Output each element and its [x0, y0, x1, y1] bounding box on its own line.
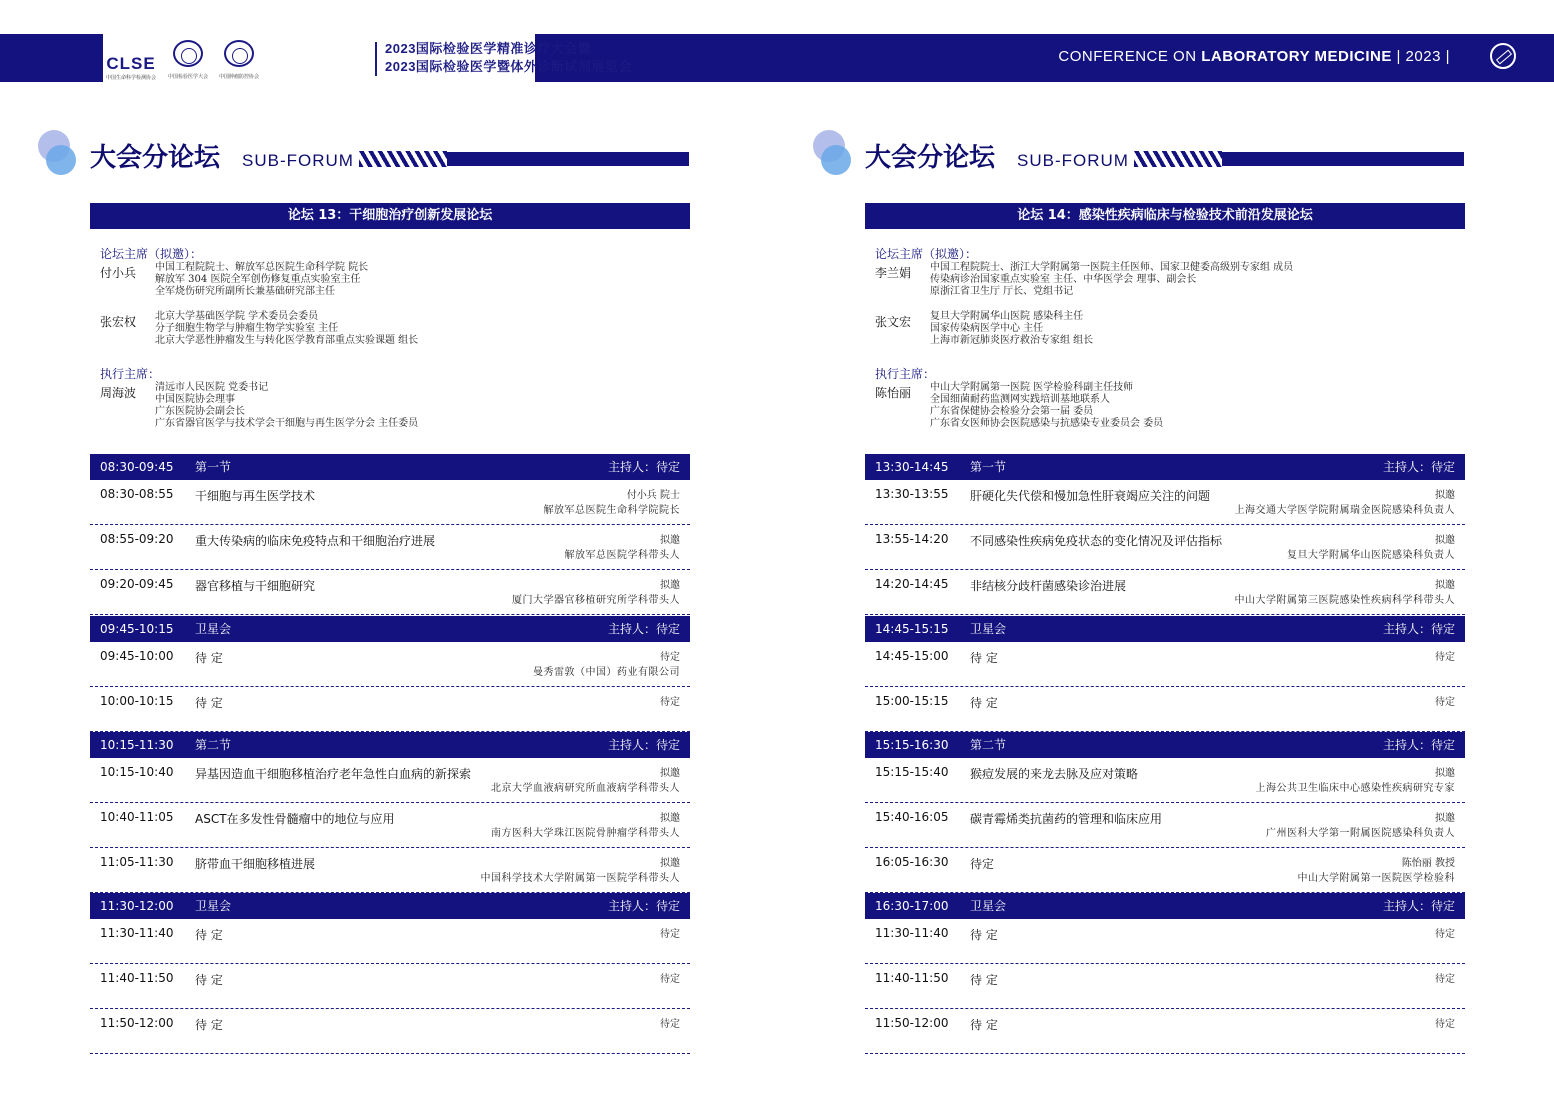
- session-header: [90, 732, 690, 758]
- section-title-en: SUB-FORUM: [242, 151, 354, 170]
- section-stripes: [1134, 151, 1222, 167]
- row-affiliation: 北京大学血液病研究所血液病学科带头人: [491, 783, 680, 794]
- exec-chair-title-line: 全国细菌耐药监测网实践培训基地联系人: [930, 394, 1110, 405]
- schedule-row: [865, 1009, 1465, 1054]
- chair-title-line: 国家传染病医学中心 主任: [930, 323, 1044, 334]
- session-host: 主持人：待定: [1382, 738, 1455, 752]
- schedule-row: [90, 964, 690, 1009]
- chair-title-line: 全军烧伤研究所副所长兼基础研究部主任: [155, 286, 335, 297]
- row-time: 08:30-08:55: [100, 487, 174, 501]
- row-affiliation: 中山大学附属第三医院感染性疾病科学科带头人: [1234, 595, 1455, 606]
- row-speaker: 付小兵 院士: [626, 490, 680, 501]
- row-time: 11:30-11:40: [100, 926, 174, 940]
- section-title-en: SUB-FORUM: [1017, 151, 1129, 170]
- session-header: [865, 616, 1465, 642]
- section-bar: [447, 152, 689, 166]
- chair-titles: [155, 311, 418, 347]
- row-time: 10:40-11:05: [100, 810, 174, 824]
- row-affiliation: 南方医科大学珠江医院骨肿瘤学科带头人: [491, 828, 680, 839]
- section-stripes: [359, 151, 447, 167]
- chair-label: 论坛主席（拟邀）：: [875, 247, 978, 261]
- section-bar: [1222, 152, 1464, 166]
- decor-circle: [46, 145, 76, 175]
- row-topic: 待定: [970, 857, 995, 871]
- row-time: 09:20-09:45: [100, 577, 174, 591]
- schedule-row: [90, 803, 690, 848]
- session-time: 16:30-17:00: [875, 899, 949, 913]
- schedule-row: [865, 803, 1465, 848]
- session-host: 主持人：待定: [1382, 622, 1455, 636]
- session-header: [865, 454, 1465, 480]
- exec-chair-titles: [930, 382, 1163, 430]
- row-speaker: 拟邀: [1435, 490, 1455, 501]
- row-affiliation: 复旦大学附属华山医院感染科负责人: [1287, 550, 1455, 561]
- exec-chair-title-line: 广东省女医师协会医院感染与抗感染专业委员会 委员: [930, 418, 1164, 429]
- session-header: [865, 893, 1465, 919]
- session-time: 10:15-11:30: [100, 738, 174, 752]
- row-time: 13:55-14:20: [875, 532, 949, 546]
- chair-name: 张宏权: [100, 315, 137, 329]
- schedule-row: [865, 525, 1465, 570]
- row-affiliation: 解放军总医院生命科学院院长: [543, 505, 680, 516]
- row-speaker: 拟邀: [660, 580, 680, 591]
- conference-title-line2: 2023国际检验医学暨体外诊断试剂展览会: [385, 59, 632, 74]
- row-time: 15:40-16:05: [875, 810, 949, 824]
- row-speaker: 拟邀: [1435, 535, 1455, 546]
- session-host: 主持人：待定: [607, 622, 680, 636]
- row-time: 11:40-11:50: [100, 971, 174, 985]
- row-topic: 待 定: [970, 928, 998, 942]
- row-topic: ASCT在多发性骨髓瘤中的地位与应用: [195, 812, 395, 826]
- row-topic: 待 定: [970, 651, 998, 665]
- section-title-cn: 大会分论坛: [865, 143, 996, 173]
- chair-title-line: 解放军 304 医院全军创伤修复重点实验室主任: [155, 274, 361, 285]
- row-speaker: 待定: [660, 1019, 680, 1030]
- session-label: 第二节: [970, 738, 1007, 752]
- row-speaker: 待定: [1435, 929, 1455, 940]
- session-label: 卫星会: [195, 622, 232, 636]
- row-topic: 待 定: [195, 651, 223, 665]
- row-speaker: 待定: [1435, 652, 1455, 663]
- chair-title-line: 北京大学基础医学院 学术委员会委员: [155, 311, 319, 322]
- schedule-row: [90, 848, 690, 893]
- forum-page-13: [90, 0, 690, 1102]
- row-affiliation: 中山大学附属第一医院医学检验科: [1297, 873, 1455, 884]
- row-affiliation: 解放军总医院学科带头人: [564, 550, 680, 561]
- chair-title-line: 传染病诊治国家重点实验室 主任、中华医学会 理事、副会长: [930, 274, 1197, 285]
- row-speaker: 待定: [1435, 974, 1455, 985]
- schedule-row: [90, 570, 690, 615]
- schedule-row: [90, 687, 690, 732]
- schedule-row: [90, 525, 690, 570]
- session-label: 卫星会: [195, 899, 232, 913]
- row-topic: 待 定: [195, 696, 223, 710]
- row-topic: 重大传染病的临床免疫特点和干细胞治疗进展: [195, 534, 436, 548]
- row-time: 13:30-13:55: [875, 487, 949, 501]
- row-speaker: 待定: [660, 974, 680, 985]
- row-speaker: 待定: [1435, 697, 1455, 708]
- row-topic: 非结核分歧杆菌感染诊治进展: [970, 579, 1127, 593]
- chair-name: 张文宏: [875, 315, 912, 329]
- schedule-row: [865, 687, 1465, 732]
- chair-title-line: 分子细胞生物学与肿瘤生物学实验室 主任: [155, 323, 339, 334]
- exec-chair-name: 周海波: [100, 386, 137, 400]
- session-host: 主持人：待定: [607, 738, 680, 752]
- exec-chair-title-line: 清远市人民医院 党委书记: [155, 382, 269, 393]
- row-speaker: 拟邀: [1435, 580, 1455, 591]
- exec-chair-titles: [155, 382, 418, 430]
- chair-titles: [155, 262, 368, 298]
- row-time: 10:15-10:40: [100, 765, 174, 779]
- session-host: 主持人：待定: [1382, 899, 1455, 913]
- section-heading: [38, 125, 690, 185]
- clse-logo-mark: CLSE: [106, 54, 156, 73]
- chair-titles: [930, 262, 1293, 298]
- exec-chair-title-line: 广东医院协会副会长: [155, 406, 245, 417]
- forum-title: 论坛 14：感染性疾病临床与检验技术前沿发展论坛: [865, 203, 1465, 229]
- row-topic: 待 定: [970, 1018, 998, 1032]
- row-time: 09:45-10:00: [100, 649, 174, 663]
- chair-name: 付小兵: [100, 266, 137, 280]
- english-title-prefix: CONFERENCE ON: [1058, 48, 1202, 65]
- exec-chair-label: 执行主席：: [100, 367, 161, 381]
- row-topic: 待 定: [195, 1018, 223, 1032]
- row-time: 15:15-15:40: [875, 765, 949, 779]
- session-label: 卫星会: [970, 622, 1007, 636]
- chair-title-line: 原浙江省卫生厅 厅长、党组书记: [930, 286, 1074, 297]
- row-topic: 待 定: [970, 973, 998, 987]
- microscope-icon: [1490, 43, 1516, 69]
- session-label: 第一节: [970, 460, 1007, 474]
- row-time: 15:00-15:15: [875, 694, 949, 708]
- schedule-row: [90, 919, 690, 964]
- schedule-row: [90, 1009, 690, 1054]
- english-title-suffix: | 2023 |: [1391, 48, 1450, 65]
- row-topic: 干细胞与再生医学技术: [195, 489, 316, 503]
- exec-chair-title-line: 中山大学附属第一医院 医学检验科副主任技师: [930, 382, 1134, 393]
- schedule-row: [865, 642, 1465, 687]
- session-time: 08:30-09:45: [100, 460, 174, 474]
- session-header: [865, 732, 1465, 758]
- row-time: 11:30-11:40: [875, 926, 949, 940]
- session-host: 主持人：待定: [1382, 460, 1455, 474]
- session-label: 第二节: [195, 738, 232, 752]
- session-host: 主持人：待定: [607, 899, 680, 913]
- row-affiliation: 曼秀雷敦（中国）药业有限公司: [533, 667, 680, 678]
- schedule-row: [865, 964, 1465, 1009]
- schedule-row: [90, 758, 690, 803]
- row-speaker: 拟邀: [1435, 768, 1455, 779]
- row-speaker: 待定: [660, 652, 680, 663]
- exec-chair-name: 陈怡丽: [875, 386, 912, 400]
- section-title-cn: 大会分论坛: [90, 143, 221, 173]
- row-affiliation: 上海交通大学医学院附属瑞金医院感染科负责人: [1234, 505, 1455, 516]
- english-title-bold: LABORATORY MEDICINE: [1201, 48, 1392, 65]
- chair-titles: [930, 311, 1093, 347]
- row-topic: 不同感染性疾病免疫状态的变化情况及评估指标: [970, 534, 1223, 548]
- row-time: 11:50-12:00: [100, 1016, 174, 1030]
- chair-title-line: 上海市新冠肺炎医疗救治专家组 组长: [930, 335, 1094, 346]
- row-speaker: 待定: [660, 697, 680, 708]
- row-topic: 待 定: [195, 973, 223, 987]
- session-time: 09:45-10:15: [100, 622, 174, 636]
- logo-caption: 中国检验医学大会: [167, 74, 208, 80]
- row-speaker: 待定: [660, 929, 680, 940]
- session-time: 13:30-14:45: [875, 460, 949, 474]
- row-topic: 待 定: [195, 928, 223, 942]
- row-time: 11:40-11:50: [875, 971, 949, 985]
- row-speaker: 待定: [1435, 1019, 1455, 1030]
- schedule-row: [865, 758, 1465, 803]
- row-time: 11:50-12:00: [875, 1016, 949, 1030]
- schedule-row: [90, 480, 690, 525]
- row-speaker: 拟邀: [660, 813, 680, 824]
- row-affiliation: 上海公共卫生临床中心感染性疾病研究专家: [1255, 783, 1455, 794]
- row-topic: 猴痘发展的来龙去脉及应对策略: [970, 767, 1139, 781]
- row-topic: 待 定: [970, 696, 998, 710]
- logo-caption: 中国生命科学检测协会: [106, 75, 157, 81]
- row-time: 14:45-15:00: [875, 649, 949, 663]
- row-speaker: 拟邀: [1435, 813, 1455, 824]
- row-time: 08:55-09:20: [100, 532, 174, 546]
- chair-label: 论坛主席（拟邀）：: [100, 247, 203, 261]
- row-topic: 器官移植与干细胞研究: [195, 579, 316, 593]
- forum-page-14: [865, 0, 1465, 1102]
- row-time: 14:20-14:45: [875, 577, 949, 591]
- session-host: 主持人：待定: [607, 460, 680, 474]
- row-affiliation: 广州医科大学第一附属医院感染科负责人: [1266, 828, 1455, 839]
- session-header: [90, 893, 690, 919]
- logo-caption: 中国肿瘤防控协会: [218, 74, 259, 80]
- session-header: [90, 616, 690, 642]
- row-time: 16:05-16:30: [875, 855, 949, 869]
- row-time: 10:00-10:15: [100, 694, 174, 708]
- chair-title-line: 复旦大学附属华山医院 感染科主任: [930, 311, 1084, 322]
- row-speaker: 拟邀: [660, 858, 680, 869]
- session-header: [90, 454, 690, 480]
- exec-chair-label: 执行主席：: [875, 367, 936, 381]
- decor-circle: [821, 145, 851, 175]
- schedule-row: [90, 642, 690, 687]
- row-topic: 脐带血干细胞移植进展: [195, 857, 316, 871]
- row-topic: 碳青霉烯类抗菌药的管理和临床应用: [970, 812, 1163, 826]
- forum-title: 论坛 13：干细胞治疗创新发展论坛: [90, 203, 690, 229]
- chair-title-line: 北京大学恶性肿瘤发生与转化医学教育部重点实验课题 组长: [155, 335, 419, 346]
- chair-title-line: 中国工程院院士、解放军总医院生命科学院 院长: [155, 262, 369, 273]
- row-topic: 异基因造血干细胞移植治疗老年急性白血病的新探索: [195, 767, 472, 781]
- conference-title-line1: 2023国际检验医学精准诊疗大会暨: [385, 41, 592, 56]
- schedule-row: [865, 480, 1465, 525]
- exec-chair-title-line: 广东省器官医学与技术学会干细胞与再生医学分会 主任委员: [155, 418, 419, 429]
- row-affiliation: 厦门大学器官移植研究所学科带头人: [512, 595, 680, 606]
- row-speaker: 拟邀: [660, 768, 680, 779]
- schedule-row: [865, 919, 1465, 964]
- exec-chair-title-line: 中国医院协会理事: [155, 394, 235, 405]
- session-time: 15:15-16:30: [875, 738, 949, 752]
- chair-name: 李兰娟: [875, 266, 912, 280]
- schedule-row: [865, 848, 1465, 893]
- session-time: 11:30-12:00: [100, 899, 174, 913]
- session-label: 卫星会: [970, 899, 1007, 913]
- row-affiliation: 中国科学技术大学附属第一医院学科带头人: [480, 873, 680, 884]
- chair-title-line: 中国工程院院士、浙江大学附属第一医院主任医师、国家卫健委高级别专家组 成员: [930, 262, 1294, 273]
- row-time: 11:05-11:30: [100, 855, 174, 869]
- schedule-row: [865, 570, 1465, 615]
- session-time: 14:45-15:15: [875, 622, 949, 636]
- row-speaker: 陈怡丽 教授: [1401, 858, 1455, 869]
- section-heading: [813, 125, 1465, 185]
- exec-chair-title-line: 广东省保健协会检验分会第一届 委员: [930, 406, 1094, 417]
- session-label: 第一节: [195, 460, 232, 474]
- row-topic: 肝硬化失代偿和慢加急性肝衰竭应关注的问题: [970, 489, 1211, 503]
- row-speaker: 拟邀: [660, 535, 680, 546]
